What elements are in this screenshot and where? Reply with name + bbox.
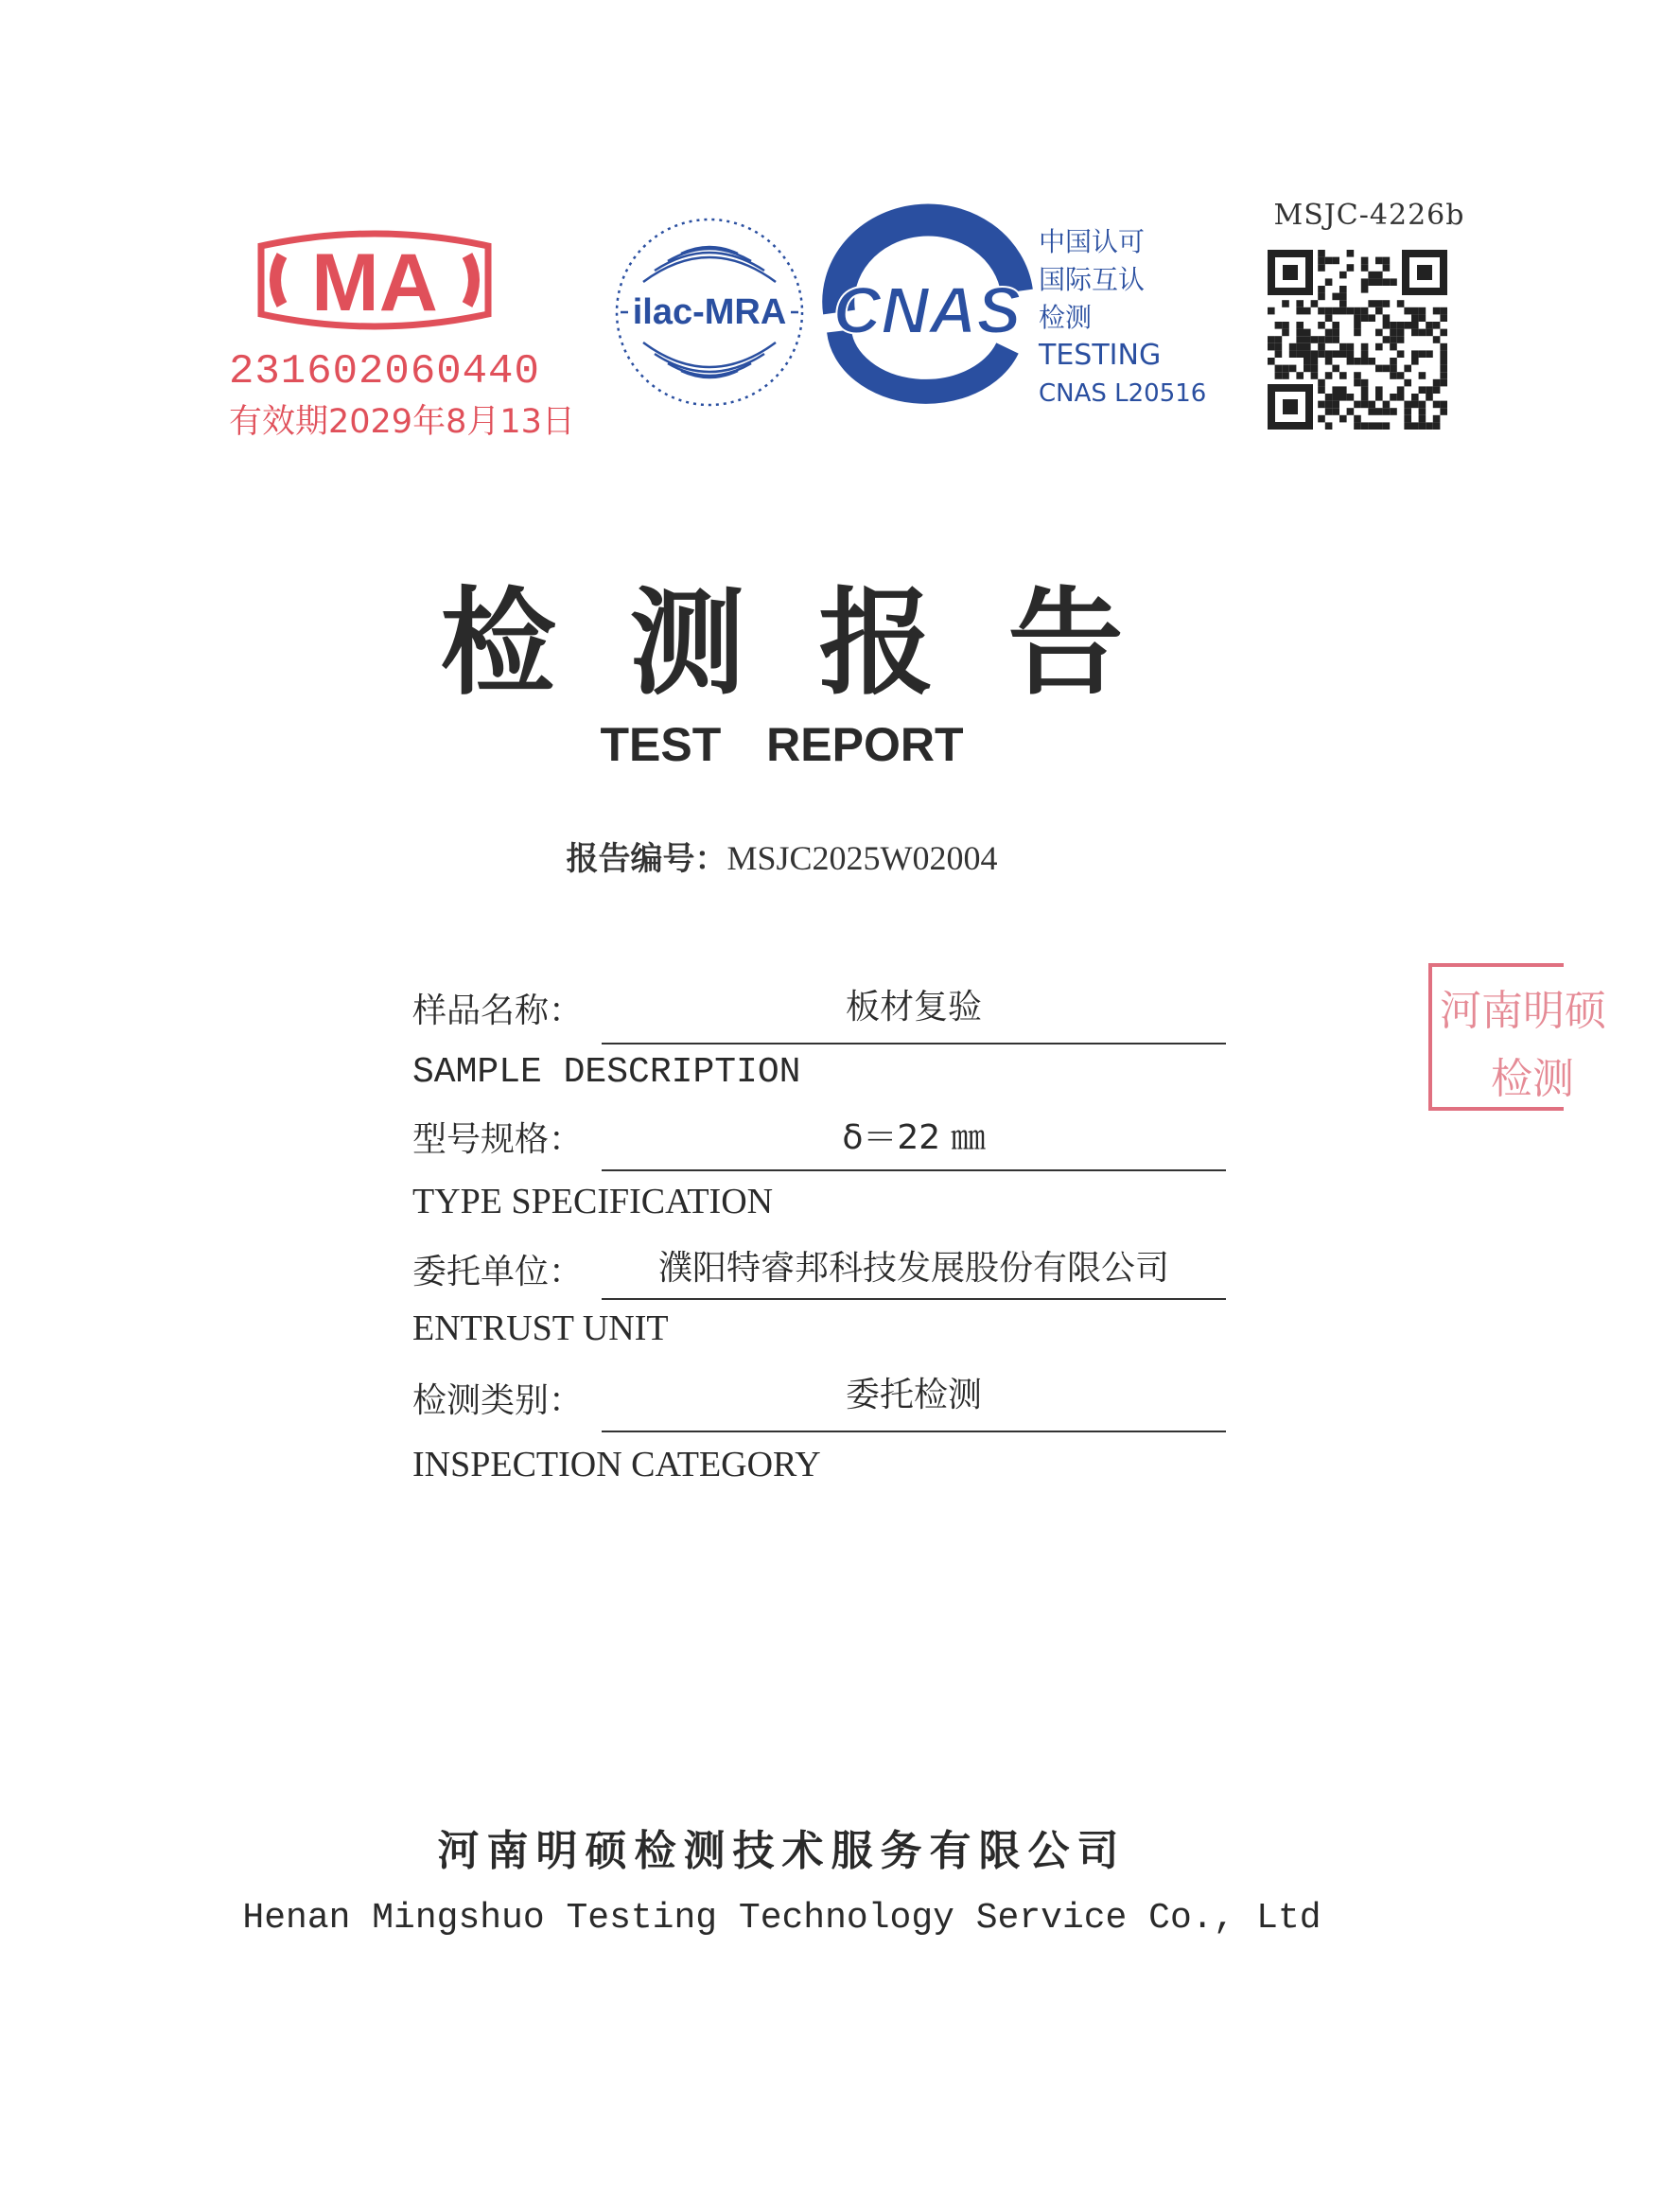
type-en-label: TYPE SPECIFICATION: [412, 1182, 774, 1221]
cnas-text-block: [1039, 223, 1207, 413]
type-label: 型号规格：: [412, 1120, 584, 1159]
company-name-en: Henan Mingshuo Testing Technology Service Co., Ltd: [242, 1898, 1321, 1939]
inspection-en-label: INSPECTION CATEGORY: [412, 1445, 821, 1484]
entrust-label: 委托单位：: [412, 1253, 584, 1291]
company-name-cn: 河南明硕检测技术服务有限公司: [437, 1827, 1127, 1875]
cnas-mark: CNAS: [832, 273, 1022, 347]
entrust-en-label: ENTRUST UNIT: [412, 1308, 669, 1348]
cma-mark: MA: [311, 237, 438, 328]
ilac-mark: ilac-MRA: [632, 292, 787, 332]
cma-logo: [248, 227, 501, 333]
inspection-label: 检测类别：: [412, 1381, 584, 1420]
inspection-underline: [602, 1431, 1226, 1432]
title-cn: 检测报告: [440, 576, 1198, 711]
sample-en-label: SAMPLE DESCRIPTION: [412, 1052, 801, 1093]
cnas-line-1: 中国认可: [1039, 226, 1146, 257]
side-stamp-line1: 河南明硕: [1440, 987, 1606, 1035]
cma-number: 231602060440: [229, 348, 540, 395]
cnas-line-3: 检测: [1039, 302, 1093, 333]
cnas-testing: TESTING: [1039, 339, 1162, 372]
inspection-value: 委托检测: [845, 1376, 982, 1414]
sample-underline: [602, 1043, 1226, 1045]
side-stamp-line2: 检测: [1491, 1055, 1574, 1103]
report-number-label: 报告编号：: [566, 840, 727, 878]
title-en: TEST REPORT: [600, 718, 964, 771]
cma-validity: 有效期2029年8月13日: [229, 403, 575, 441]
entrust-underline: [602, 1298, 1226, 1300]
qr-code: [1268, 250, 1447, 430]
side-stamp: [1428, 963, 1606, 1111]
document-code: MSJC-4226b: [1273, 199, 1465, 232]
cnas-code: CNAS L20516: [1039, 379, 1207, 408]
ilac-mra-logo: [611, 214, 808, 411]
sample-value: 板材复验: [845, 988, 982, 1027]
sample-label: 样品名称：: [412, 992, 584, 1030]
report-number: [0, 833, 1564, 879]
cnas-logo: [818, 227, 1036, 397]
cnas-line-2: 国际互认: [1039, 264, 1146, 295]
type-value: δ＝22 ㎜: [842, 1118, 986, 1157]
report-number-value: MSJC2025W02004: [726, 839, 998, 877]
entrust-value: 濮阳特睿邦科技发展股份有限公司: [657, 1249, 1169, 1288]
type-underline: [602, 1169, 1226, 1171]
